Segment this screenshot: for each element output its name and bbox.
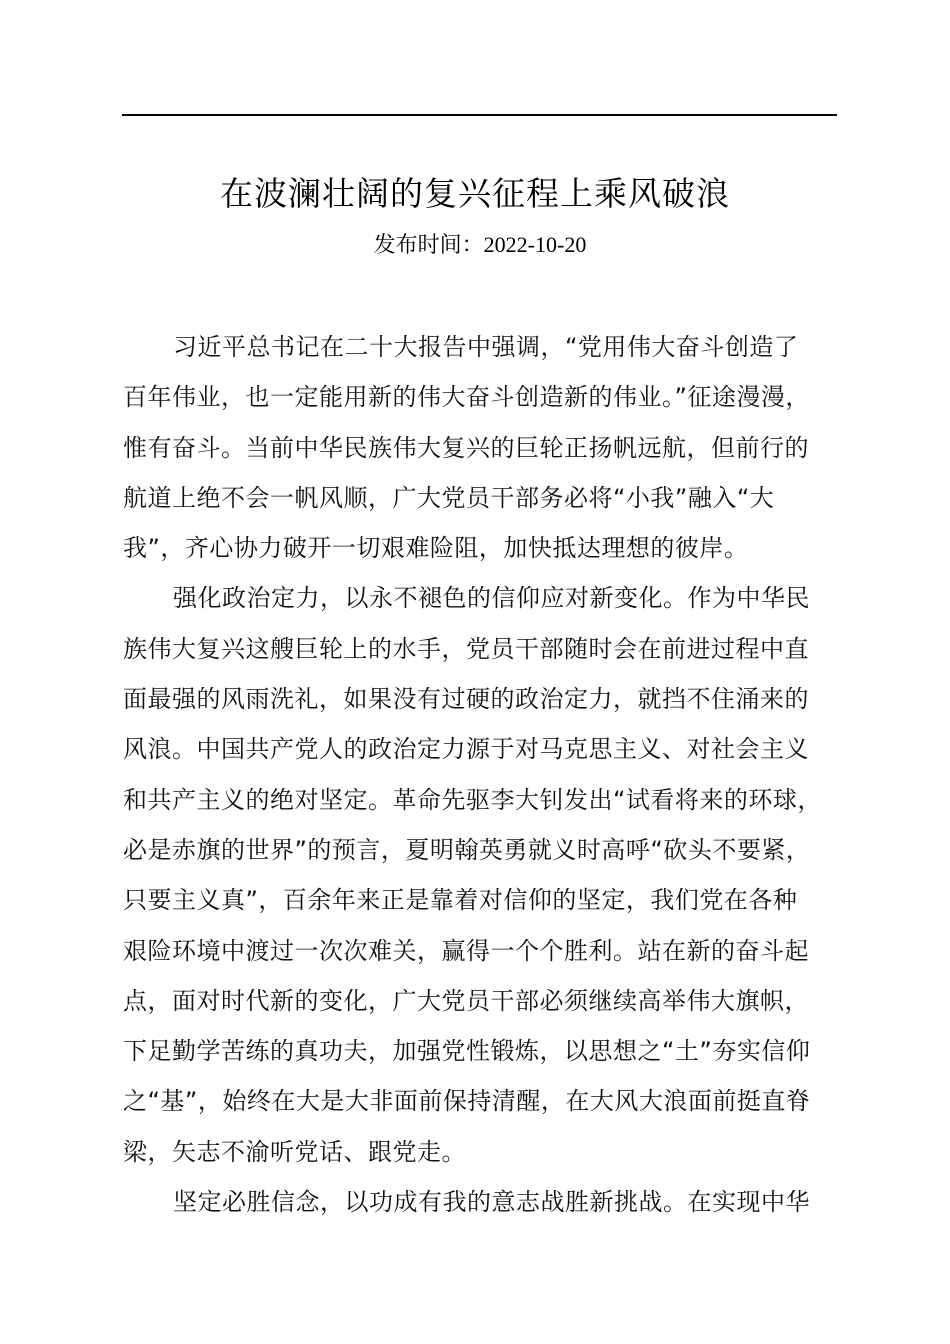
text-line: 和共产主义的绝对坚定。革命先驱李大钊发出“试看将来的环球， xyxy=(123,785,822,814)
text-line: 习近平总书记在二十大报告中强调，“党用伟大奋斗创造了 xyxy=(173,333,799,361)
paragraph-3 xyxy=(123,1177,865,1227)
text-line: 艰险环境中渡过一次次难关，赢得一个个胜利。站在新的奋斗起 xyxy=(123,936,809,965)
text-line: 风浪。中国共产党人的政治定力源于对马克思主义、对社会主义 xyxy=(123,735,809,764)
article-body xyxy=(123,322,865,1227)
text-line: 必是赤旗的世界”的预言，夏明翰英勇就义时高呼“砍头不要紧， xyxy=(123,835,811,864)
paragraph-1 xyxy=(123,322,865,573)
text-line: 百年伟业，也一定能用新的伟大奋斗创造新的伟业。”征途漫漫， xyxy=(123,383,810,412)
text-line: 族伟大复兴这艘巨轮上的水手，党员干部随时会在前进过程中直 xyxy=(123,634,809,663)
text-line: 点，面对时代新的变化，广大党员干部必须继续高举伟大旗帜， xyxy=(123,986,809,1015)
text-line: 下足勤学苦练的真功夫，加强党性锻炼，以思想之“土”夯实信仰 xyxy=(123,1037,811,1066)
page-title: 在波澜壮阔的复兴征程上乘风破浪 xyxy=(220,174,730,213)
header-rule xyxy=(122,114,837,116)
text-line: 只要主义真”，百余年来正是靠着对信仰的坚定，我们党在各种 xyxy=(123,886,798,915)
paragraph-2 xyxy=(123,573,865,1177)
text-line: 坚定必胜信念，以功成有我的意志战胜新挑战。在实现中华 xyxy=(173,1188,810,1217)
text-line: 惟有奋斗。当前中华民族伟大复兴的巨轮正扬帆远航，但前行的 xyxy=(123,433,809,462)
publish-date xyxy=(0,228,950,263)
publish-date-label: 发布时间： xyxy=(373,233,484,258)
text-line: 之“基”，始终在大是大非面前保持清醒，在大风大浪面前挺直脊 xyxy=(123,1087,811,1116)
text-line: 我”，齐心协力破开一切艰难险阻，加快抵达理想的彼岸。 xyxy=(123,534,749,563)
text-line: 强化政治定力，以永不褪色的信仰应对新变化。作为中华民 xyxy=(173,584,810,613)
text-line: 面最强的风雨洗礼，如果没有过硬的政治定力，就挡不住涌来的 xyxy=(123,685,809,714)
publish-date-value: 2022-10-20 xyxy=(483,232,587,257)
text-line: 梁，矢志不渝听党话、跟党走。 xyxy=(123,1137,466,1166)
text-line: 航道上绝不会一帆风顺，广大党员干部务必将“小我”融入“大 xyxy=(123,483,775,512)
